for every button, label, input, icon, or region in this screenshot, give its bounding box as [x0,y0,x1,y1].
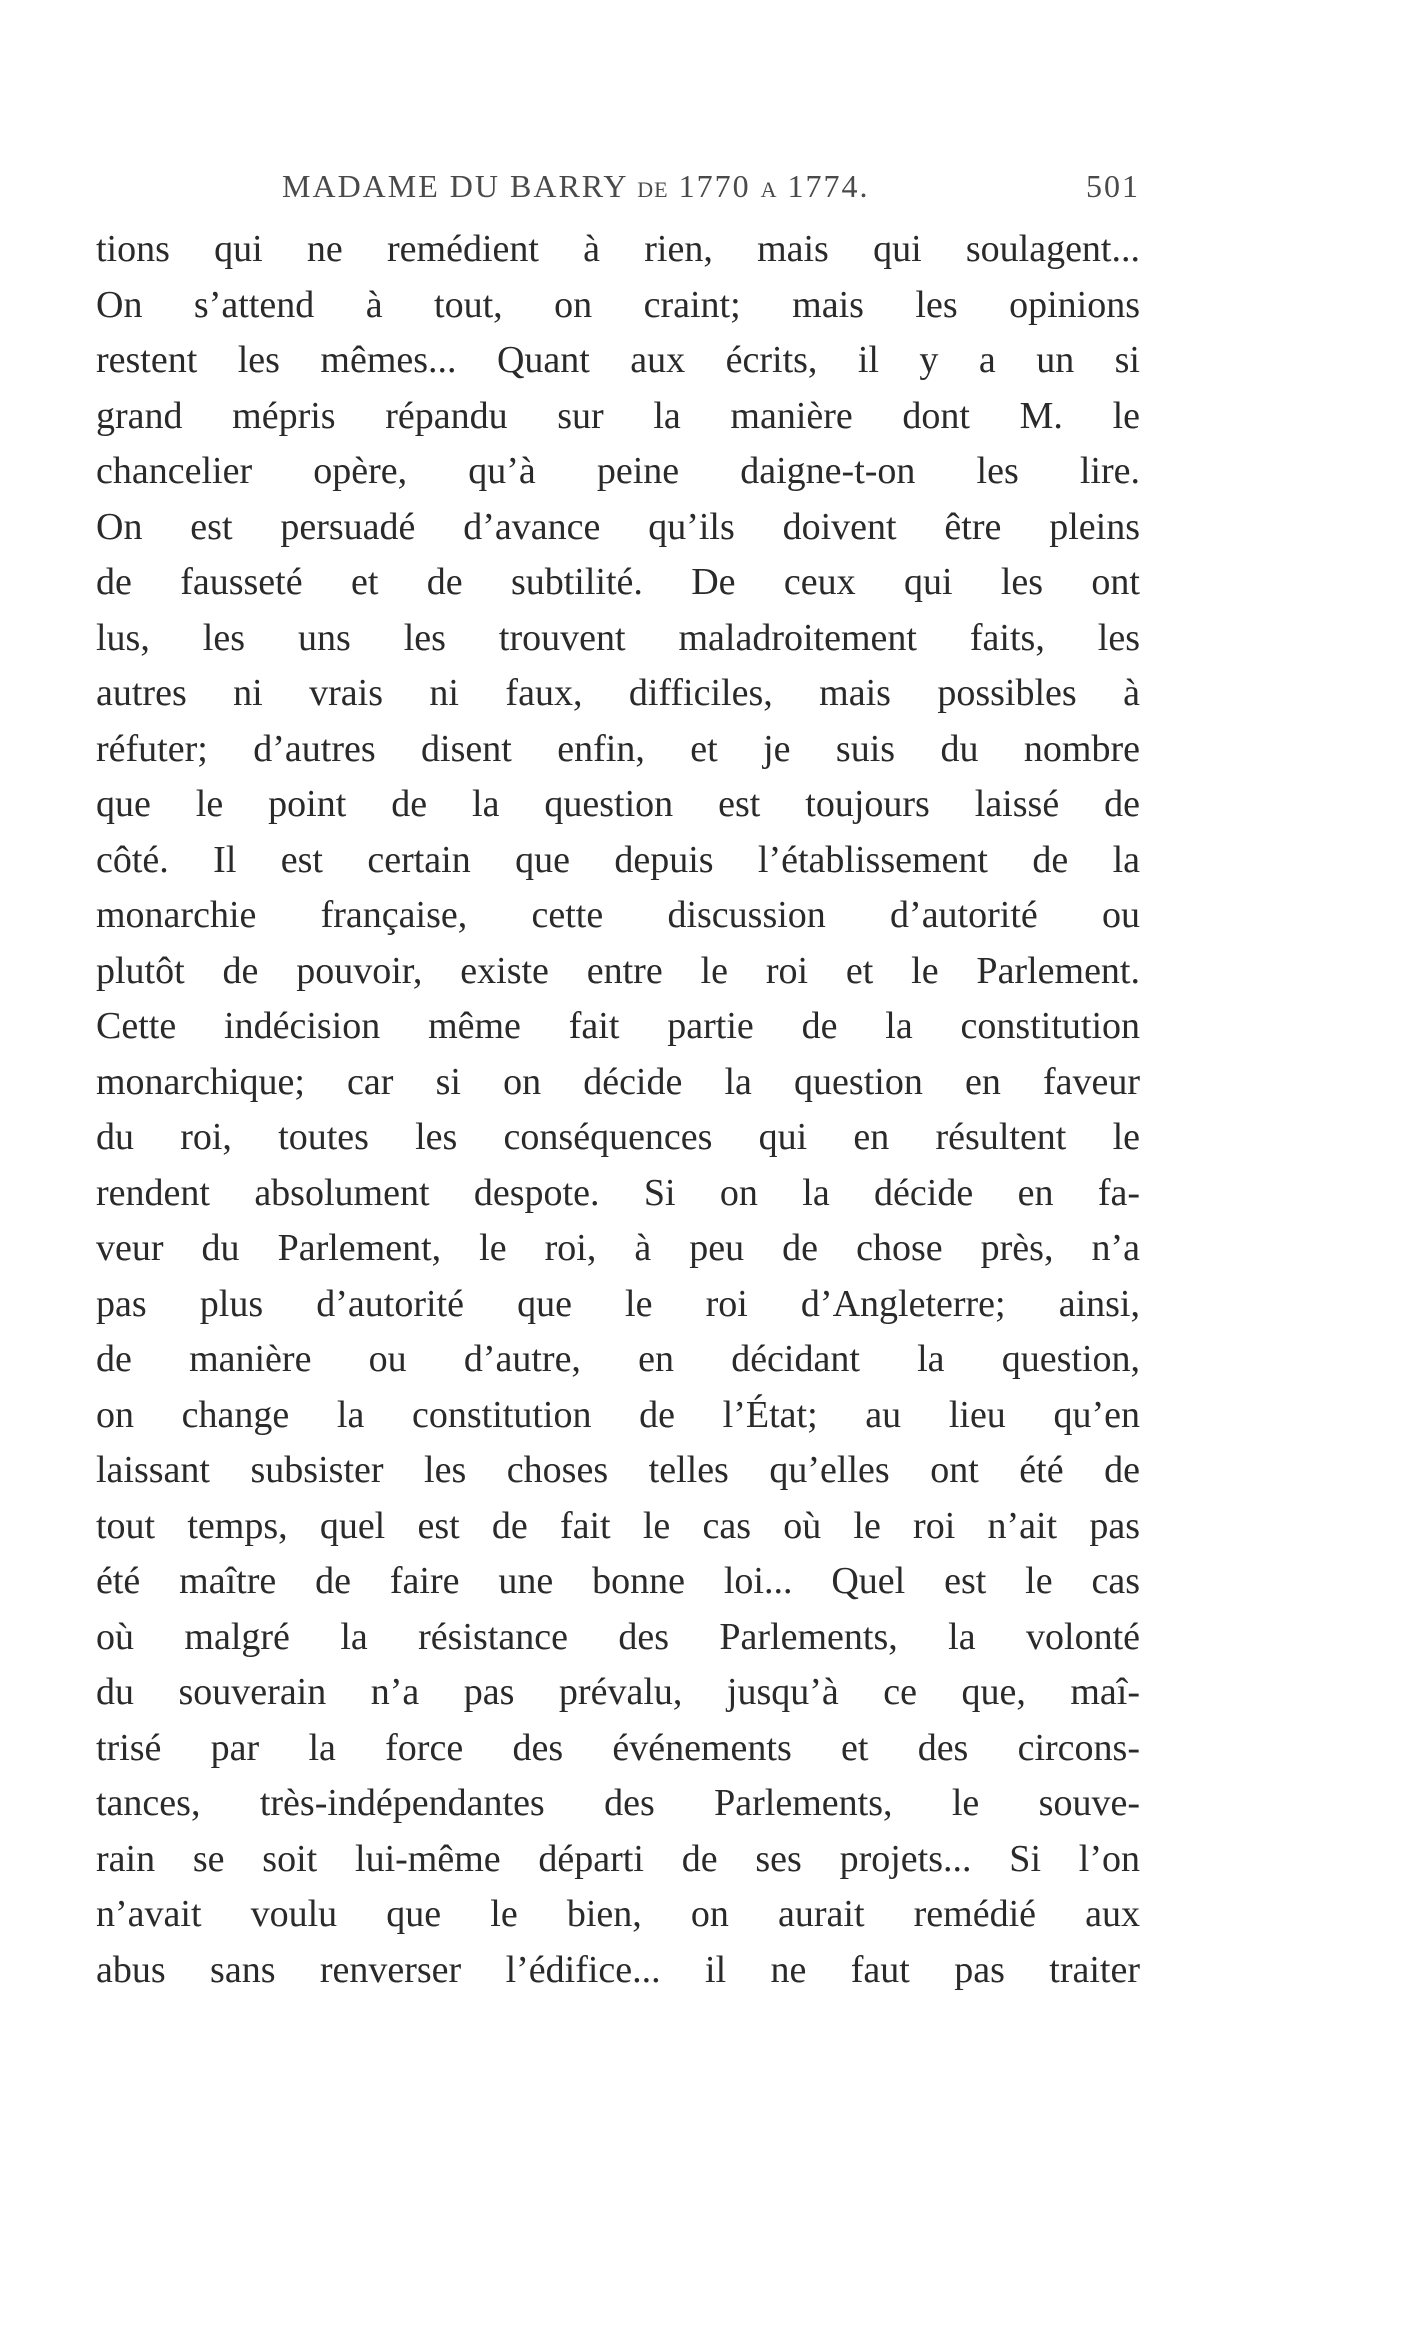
running-head-title-de: DE [637,177,669,202]
text-line: du souverain n’a pas prévalu, jusqu’à ce que, maî- [96,1671,1140,1713]
page-number: 501 [1086,168,1140,204]
text-line: trisé par la force des événements et des circons- [96,1726,1140,1769]
running-head-title [282,168,870,205]
running-head-title-end-year: 1774. [787,168,870,204]
text-line: n’avait voulu que le bien, on aurait remédié aux [96,1893,1140,1935]
running-head [96,168,1140,208]
running-head-title-start-year: 1770 [678,168,751,204]
text-line: plutôt de pouvoir, existe entre le roi et le Parlement. [96,949,1140,992]
text-line: où malgré la résistance des Parlements, la volonté [96,1615,1140,1658]
text-line: monarchique; car si on décide la question en faveur [96,1060,1140,1103]
text-line: tions qui ne remédient à rien, mais qui soulagent... [96,228,1140,270]
text-line: que le point de la question est toujours laissé de [96,783,1140,825]
text-line: réfuter; d’autres disent enfin, et je suis du nombre [96,727,1140,770]
text-line: On est persuadé d’avance qu’ils doivent être pleins [96,505,1140,548]
running-head-title-main: MADAME DU BARRY [282,168,628,204]
text-line: Cette indécision même fait partie de la constitution [96,1005,1140,1047]
text-line: chancelier opère, qu’à peine daigne-t-on les lire. [96,450,1140,492]
text-line: laissant subsister les choses telles qu’elles ont été de [96,1449,1140,1491]
text-line: côté. Il est certain que depuis l’établissement de la [96,838,1140,881]
text-line: pas plus d’autorité que le roi d’Angleterre; ainsi, [96,1282,1140,1325]
text-line: On s’attend à tout, on craint; mais les opinions [96,283,1140,326]
text-line: restent les mêmes... Quant aux écrits, il y a un si [96,339,1140,381]
running-head-title-a: A [760,177,778,202]
text-line: grand mépris répandu sur la manière dont M. le [96,394,1140,437]
text-line: rain se soit lui-même départi de ses projets... Si l’on [96,1837,1140,1880]
text-line: du roi, toutes les conséquences qui en résultent le [96,1116,1140,1158]
text-line: lus, les uns les trouvent maladroitement faits, les [96,616,1140,659]
body-text [96,222,1140,1998]
text-line: autres ni vrais ni faux, difficiles, mais possibles à [96,672,1140,714]
text-line: tout temps, quel est de fait le cas où le roi n’ait pas [96,1504,1140,1547]
text-line: abus sans renverser l’édifice... il ne faut pas traiter [96,1948,1140,1991]
text-line: monarchie française, cette discussion d’autorité ou [96,894,1140,936]
text-line: rendent absolument despote. Si on la décide en fa- [96,1171,1140,1214]
text-line: de fausseté et de subtilité. De ceux qui les ont [96,561,1140,603]
text-line: on change la constitution de l’État; au lieu qu’en [96,1393,1140,1436]
text-line: veur du Parlement, le roi, à peu de chose près, n’a [96,1227,1140,1269]
text-line: tances, très-indépendantes des Parlements, le souve- [96,1782,1140,1824]
text-line: de manière ou d’autre, en décidant la question, [96,1338,1140,1380]
text-line: été maître de faire une bonne loi... Quel est le cas [96,1560,1140,1602]
